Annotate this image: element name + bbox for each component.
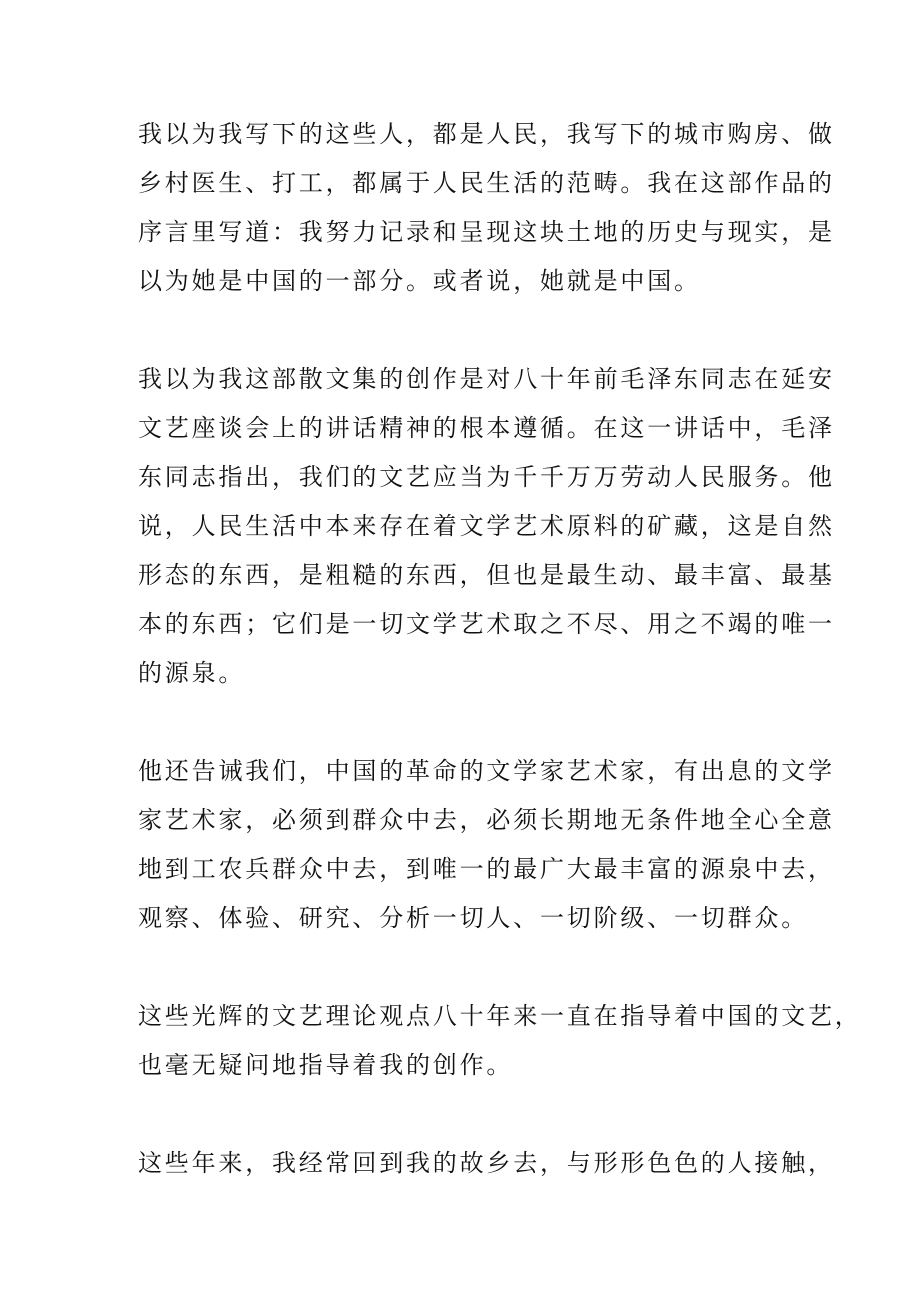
paragraph-3 [138,747,835,943]
document-body [138,110,862,1237]
text-line: 这些年来，我经常回到我的故乡去，与形形色色的人接触， [138,1149,835,1177]
text-line: 他还告诫我们，中国的革命的文学家艺术家，有出息的文学 [138,757,835,785]
text-line: 我以为我写下的这些人，都是人民，我写下的城市购房、做 [138,120,835,148]
paragraph-5 [138,1139,835,1188]
text-line: 这些光辉的文艺理论观点八十年来一直在指导着中国的文艺， [138,1002,862,1030]
text-line: 说，人民生活中本来存在着文学艺术原料的矿藏，这是自然 [138,512,835,540]
paragraph-1 [138,110,835,306]
text-line: 本的东西；它们是一切文学艺术取之不尽、用之不竭的唯一 [138,610,835,638]
text-line: 地到工农兵群众中去，到唯一的最广大最丰富的源泉中去， [138,855,835,883]
paragraph-4 [138,992,862,1090]
text-line: 我以为我这部散文集的创作是对八十年前毛泽东同志在延安 [138,365,835,393]
text-line: 东同志指出，我们的文艺应当为千千万万劳动人民服务。他 [138,463,835,491]
text-line: 以为她是中国的一部分。或者说，她就是中国。 [138,267,701,295]
text-line: 家艺术家，必须到群众中去，必须长期地无条件地全心全意 [138,806,835,834]
text-line: 序言里写道：我努力记录和呈现这块土地的历史与现实，是 [138,218,835,246]
text-line: 形态的东西，是粗糙的东西，但也是最生动、最丰富、最基 [138,561,835,589]
text-line: 也毫无疑问地指导着我的创作。 [138,1051,514,1079]
text-line: 的源泉。 [138,659,246,687]
paragraph-2 [138,355,835,698]
text-line: 文艺座谈会上的讲话精神的根本遵循。在这一讲话中，毛泽 [138,414,835,442]
text-line: 观察、体验、研究、分析一切人、一切阶级、一切群众。 [138,904,808,932]
text-line: 乡村医生、打工，都属于人民生活的范畴。我在这部作品的 [138,169,835,197]
